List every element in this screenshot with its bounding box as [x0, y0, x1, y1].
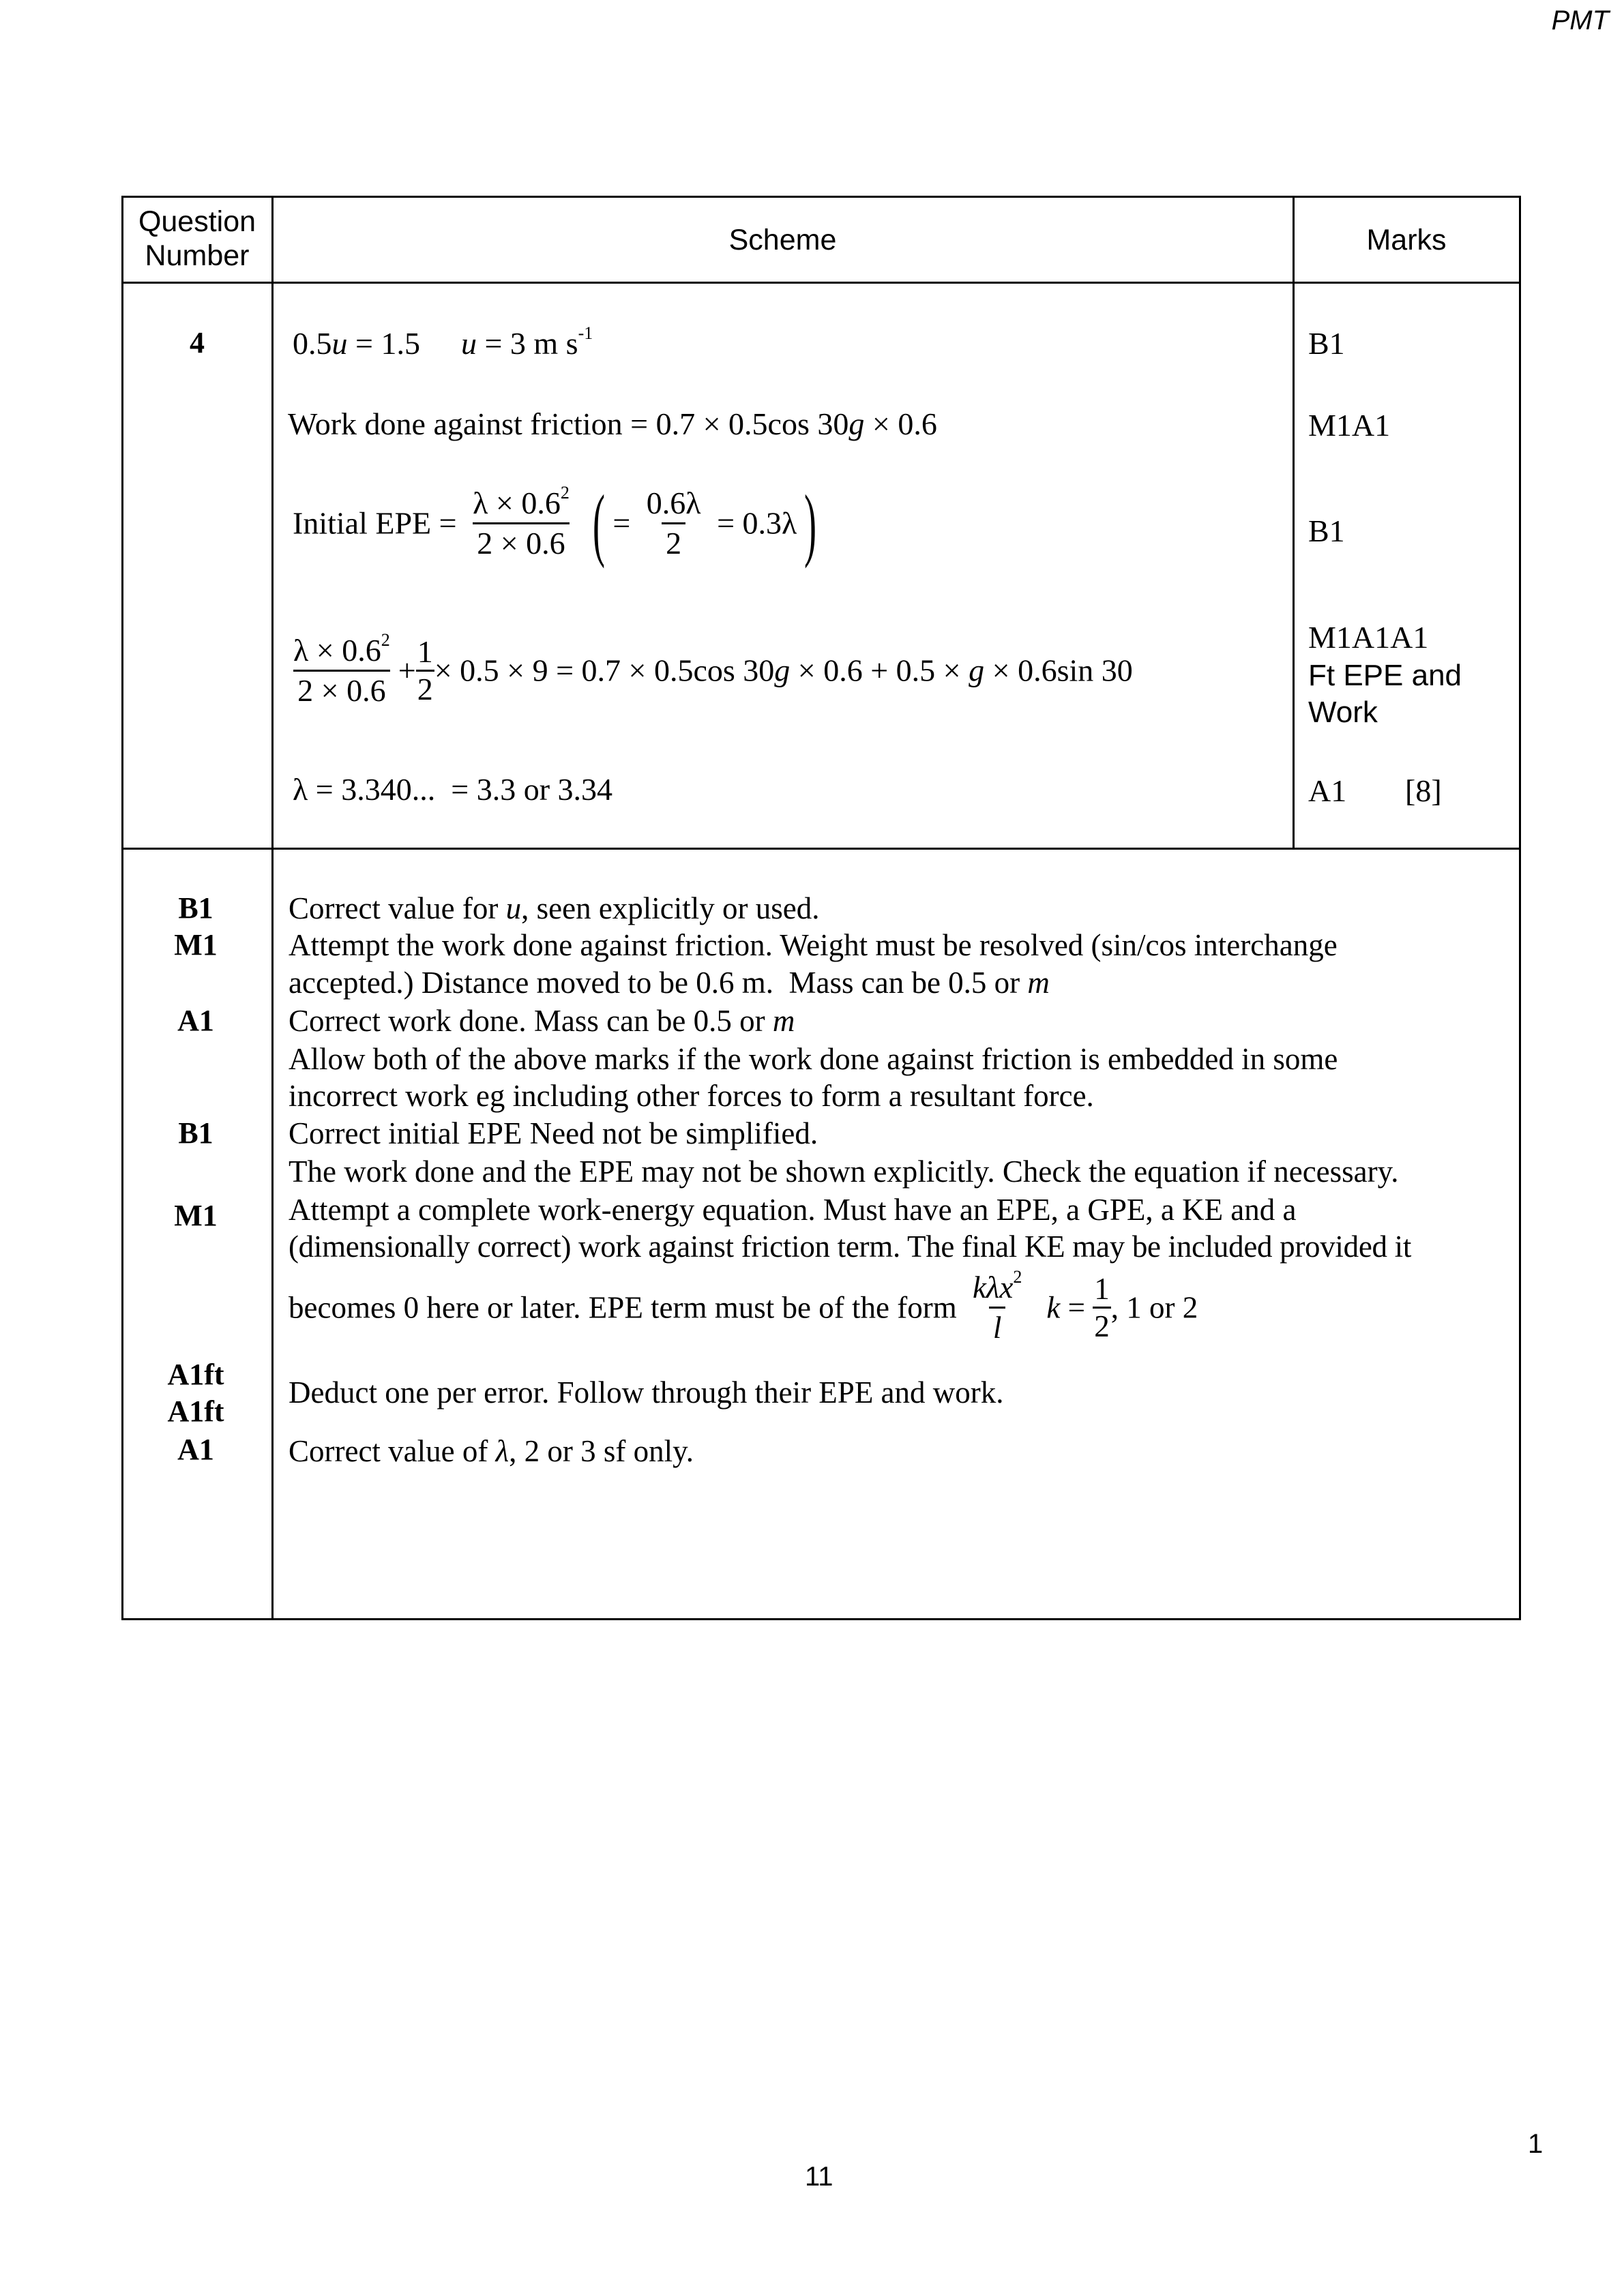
math-var: u — [460, 326, 477, 361]
math-text: 2 — [416, 670, 434, 707]
paren-open: ( — [593, 477, 606, 569]
math-var: l — [989, 1307, 1006, 1345]
question-number: 4 — [190, 326, 205, 359]
footer-index: 1 — [1528, 2129, 1544, 2159]
math-text: 1 — [1094, 1272, 1110, 1306]
math-var: λ — [495, 1434, 510, 1468]
math-sup: 2 — [1013, 1267, 1022, 1287]
text: , 2 or 3 sf only. — [509, 1434, 694, 1468]
text: = — [1060, 1290, 1093, 1325]
text: accepted.) Distance moved to be 0.6 m. Mass can be 0.5 or — [289, 966, 1028, 1000]
math-text: = 0.3λ — [709, 505, 797, 541]
math-text: λ × 0.6 — [473, 486, 561, 520]
math-text: × 0.5 × 9 = 0.7 × 0.5cos 30 — [434, 653, 775, 688]
math-sup: 2 — [560, 483, 570, 503]
header-divider — [121, 282, 1521, 284]
math-text: = 0.7 × 0.5cos 30 — [630, 406, 849, 441]
paren-close: ) — [804, 477, 817, 569]
text: becomes 0 here or later. EPE term must be of the form — [289, 1290, 964, 1325]
guidance-line — [289, 1002, 795, 1040]
math-text: × 0.6 + 0.5 × — [790, 653, 969, 688]
guidance-line: Attempt the work done against friction. Weight must be resolved (sin/cos interchange — [289, 928, 1338, 962]
guidance-code: M1 — [174, 1199, 218, 1232]
fraction — [469, 483, 574, 561]
mark-b1-epe: B1 — [1308, 513, 1345, 548]
math-text: 1 — [417, 634, 433, 669]
math-var: u — [505, 891, 522, 925]
math-text: 0.6λ — [646, 486, 701, 520]
header-scheme: Scheme — [728, 224, 837, 256]
math-text: λ × 0.6 — [293, 633, 381, 668]
header-question-line2: Number — [145, 239, 250, 272]
text: , seen explicitly or used. — [521, 891, 820, 925]
math-var: m — [772, 1004, 795, 1038]
guidance-line: Attempt a complete work-energy equation. Must have an EPE, a GPE, a KE and a — [289, 1193, 1297, 1227]
table-border-right — [1519, 196, 1521, 1620]
fraction — [416, 634, 434, 707]
header-question-number — [123, 205, 271, 273]
math-var: g — [969, 653, 985, 688]
math-text: 2 × 0.6 — [473, 522, 569, 561]
guidance-code: B1 — [178, 1116, 213, 1150]
math-var: g — [774, 653, 791, 688]
guidance-code: A1 — [177, 1004, 214, 1037]
math-text: 0.5 — [293, 326, 332, 361]
math-text: 2 — [1093, 1307, 1111, 1344]
scheme-line-work-energy — [289, 630, 1133, 709]
math-text: × 0.6sin 30 — [984, 653, 1133, 688]
guidance-line-epe-form — [289, 1267, 1198, 1345]
page-number: 11 — [805, 2162, 833, 2192]
scheme-line-speed — [293, 325, 593, 363]
math-text: = 1.5 — [347, 326, 420, 361]
math-text: Initial EPE = — [293, 505, 465, 541]
mark-ft-note: Ft EPE and — [1308, 659, 1462, 692]
mark-total: [8] — [1405, 773, 1442, 808]
guidance-code: M1 — [174, 928, 218, 961]
guidance-line — [289, 1432, 694, 1470]
scheme-line-lambda: λ = 3.340... = 3.3 or 3.34 — [293, 772, 613, 807]
guidance-line: Deduct one per error. Follow through their EPE and work. — [289, 1375, 1004, 1410]
math-sup: 2 — [381, 630, 390, 650]
header-marks: Marks — [1366, 224, 1447, 256]
math-var: m — [1027, 966, 1050, 1000]
guidance-line — [289, 889, 820, 927]
guidance-line: Correct initial EPE Need not be simplified. — [289, 1116, 818, 1150]
column-divider-1 — [271, 196, 274, 1620]
guidance-line — [289, 964, 1050, 1002]
table-border-top — [121, 196, 1521, 198]
guidance-code: A1ft — [167, 1358, 224, 1391]
scheme-line-epe — [293, 477, 824, 569]
text: Correct work done. Mass can be 0.5 or — [289, 1004, 773, 1038]
fraction — [289, 630, 394, 709]
math-text: = — [612, 505, 631, 541]
guidance-line: The work done and the EPE may not be shown explicitly. Check the equation if necessary. — [289, 1154, 1399, 1189]
math-text: = 3 m s — [476, 326, 578, 361]
guidance-line: incorrect work eg including other forces to form a resultant force. — [289, 1079, 1094, 1113]
mark-ft-note-2: Work — [1308, 696, 1378, 729]
math-text: Work done against friction — [288, 406, 631, 441]
fraction — [643, 486, 705, 561]
math-sup: -1 — [578, 323, 593, 343]
row-divider — [121, 848, 1521, 850]
math-var: u — [331, 326, 348, 361]
table-border-bottom — [121, 1618, 1521, 1620]
mark-a1: A1 — [1308, 773, 1347, 808]
guidance-code: B1 — [178, 891, 213, 925]
guidance-line: Allow both of the above marks if the work done against friction is embedded in some — [289, 1042, 1338, 1076]
math-text: × 0.6 — [864, 406, 937, 441]
math-var: g — [848, 406, 865, 441]
guidance-line: (dimensionally correct) work against friction term. The final KE may be included provided it — [289, 1229, 1412, 1264]
mark-m1a1: M1A1 — [1308, 408, 1391, 443]
corner-label: PMT — [1551, 5, 1609, 35]
header-question-line1: Question — [138, 205, 256, 238]
scheme-line-friction — [288, 405, 937, 443]
fraction — [1093, 1271, 1111, 1344]
text: , 1 or 2 — [1110, 1290, 1198, 1325]
guidance-code: A1 — [177, 1433, 214, 1466]
math-var: kλx — [972, 1270, 1014, 1304]
text: Correct value of — [289, 1434, 496, 1468]
math-var: k — [1046, 1290, 1061, 1325]
mark-m1a1a1: M1A1A1 — [1308, 620, 1429, 655]
guidance-code: A1ft — [167, 1395, 224, 1428]
math-text: 2 — [662, 522, 685, 561]
mark-b1: B1 — [1308, 326, 1345, 361]
math-text: + — [398, 653, 416, 688]
text: Correct value for — [289, 891, 506, 925]
fraction — [969, 1267, 1026, 1345]
math-text: 2 × 0.6 — [293, 670, 389, 709]
column-divider-2 — [1293, 196, 1295, 850]
